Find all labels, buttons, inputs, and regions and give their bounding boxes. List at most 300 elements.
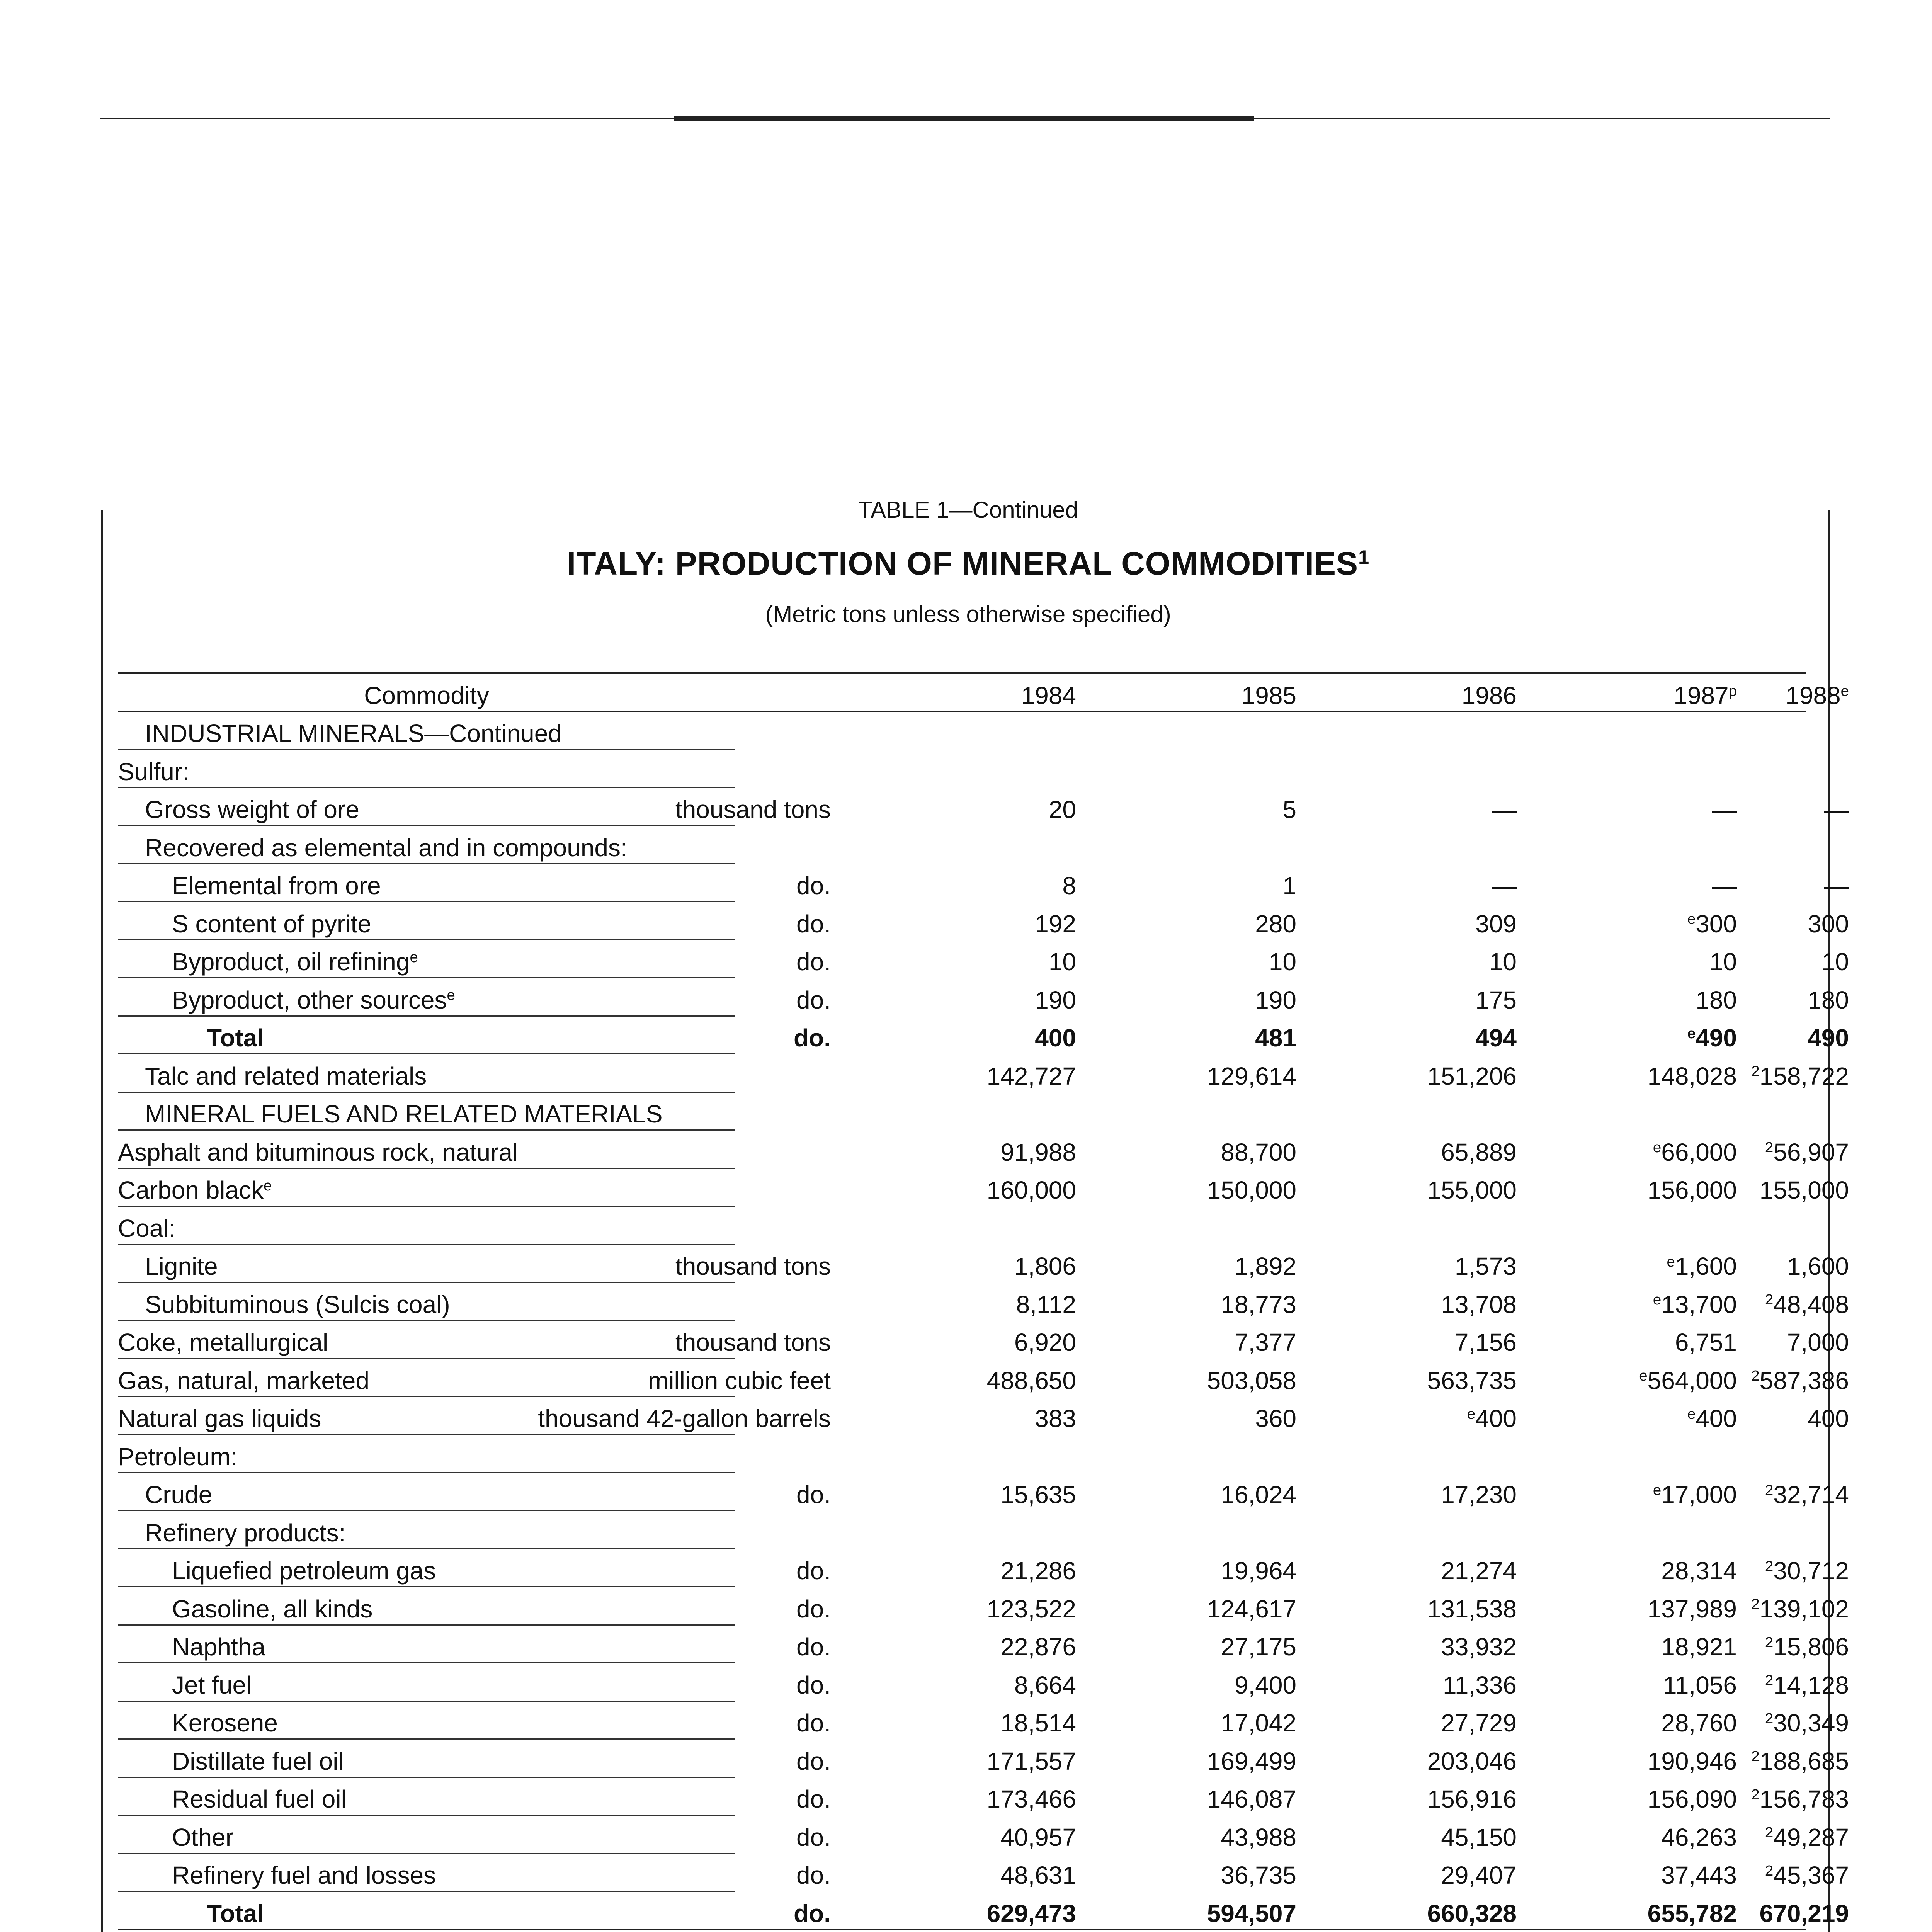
row-label-text: INDUSTRIAL MINERALS—Continued [145,719,562,747]
value-cell [1441,1823,1517,1852]
value-text: 27,175 [1221,1633,1296,1661]
row-label [145,1100,663,1128]
value-text: 18,773 [1221,1290,1296,1318]
value-text: 46,263 [1661,1823,1737,1851]
table-row [118,1207,1806,1245]
value-cell [1035,1024,1076,1052]
value-cell [1207,1176,1296,1204]
value-cell [1441,1709,1517,1737]
value-cell [1427,1899,1517,1928]
value-cell [1000,1861,1076,1889]
header-1985: 1985 [1241,682,1296,709]
header-1988-note: e [1840,682,1849,699]
value-text: 8,112 [1016,1290,1076,1318]
value-text: 488,650 [986,1366,1076,1395]
value-cell [1661,1556,1737,1585]
value-cell [1824,795,1849,824]
row-label-text: Total [207,1899,264,1927]
value-text: 13,708 [1441,1290,1517,1318]
row-label [145,1252,218,1281]
table-subtitle: (Metric tons unless otherwise specified) [765,601,1171,627]
table-row [118,1169,1849,1207]
value-note: 2 [1765,1672,1774,1689]
row-label [172,1633,265,1661]
value-text: 129,614 [1207,1062,1296,1090]
value-note: 2 [1765,1558,1774,1575]
value-text: 137,989 [1647,1595,1737,1623]
row-label-text: Refinery products: [145,1519,346,1547]
value-cell [1765,1138,1849,1167]
value-text: 490 [1696,1024,1737,1052]
row-label [118,1404,321,1433]
value-cell [1014,1328,1076,1357]
value-text: 173,466 [986,1785,1076,1813]
value-text: 490 [1808,1024,1849,1052]
row-unit: do. [796,1557,831,1585]
value-note: e [1687,1025,1696,1042]
value-cell [1235,1671,1296,1699]
value-text: 7,377 [1234,1328,1296,1356]
value-cell [1492,795,1517,824]
value-note: e [1667,1253,1675,1270]
value-text: — [1492,796,1517,823]
row-unit: thousand tons [675,1328,831,1356]
value-cell [1648,1899,1737,1928]
value-cell [1441,1290,1517,1319]
value-text: 150,000 [1207,1176,1296,1204]
value-text: 8 [1062,872,1076,900]
value-text: 22,876 [1000,1633,1076,1661]
value-text: 17,000 [1661,1481,1737,1509]
value-text: — [1712,796,1737,823]
table-row [118,750,1806,788]
table-row [118,1854,1849,1892]
value-cell [1808,1024,1849,1052]
row-label [172,947,418,976]
value-cell [1751,1366,1849,1395]
row-unit: do. [796,1823,831,1851]
value-cell [1427,1366,1517,1395]
value-text: 280 [1255,910,1296,938]
value-text: 1,806 [1014,1252,1076,1280]
value-note: 2 [1765,1862,1774,1879]
row-label-text: Liquefied petroleum gas [172,1557,436,1585]
value-cell [1765,1556,1849,1585]
value-cell [1000,1138,1076,1167]
value-text: 28,760 [1661,1709,1737,1737]
row-label-text: Crude [145,1481,213,1509]
value-cell [1282,871,1296,900]
value-text: 1 [1282,872,1296,900]
value-text: 29,407 [1441,1861,1517,1889]
value-text: 142,727 [986,1062,1076,1090]
value-text: 156,916 [1427,1785,1517,1813]
row-unit: do. [796,910,831,938]
value-cell [1653,1480,1737,1509]
value-cell [1221,1480,1296,1509]
value-cell [1255,1024,1296,1052]
value-text: 20 [1048,796,1076,823]
row-unit: do. [796,1747,831,1775]
value-cell [1765,1480,1849,1509]
value-cell [1000,1823,1076,1852]
row-label [172,1785,347,1813]
header-1988 [1786,681,1849,710]
row-label [172,910,371,938]
value-cell [1062,871,1076,900]
row-label-text: Carbon black [118,1176,264,1204]
value-text: 190,946 [1647,1747,1737,1775]
row-unit: do. [796,1481,831,1509]
table-row [118,1892,1849,1930]
value-cell [1648,1595,1737,1623]
row-unit: thousand tons [675,1252,831,1280]
table-row [118,1664,1849,1702]
value-text: 563,735 [1427,1366,1517,1395]
row-label [118,1214,175,1243]
value-text: 629,473 [986,1899,1076,1927]
value-cell [1255,1404,1296,1433]
value-text: 400 [1475,1405,1517,1432]
row-label-text: Byproduct, other sources [172,986,447,1014]
header-1984: 1984 [1021,682,1076,709]
value-text: 10 [1821,948,1849,976]
value-cell [1760,1176,1849,1204]
value-text: 123,522 [986,1595,1076,1623]
value-cell [1000,1556,1076,1585]
table-row [118,1549,1849,1587]
value-text: 670,219 [1759,1899,1849,1927]
value-note: 2 [1765,1710,1774,1727]
value-text: 156,000 [1647,1176,1737,1204]
value-note: 2 [1751,1786,1760,1803]
value-text: 7,000 [1787,1328,1849,1356]
value-cell [1751,1595,1849,1623]
value-cell [1207,1595,1296,1623]
table-caption: TABLE 1—Continued [858,497,1078,523]
row-unit: thousand tons [675,796,831,823]
value-text: 66,000 [1661,1138,1737,1166]
value-text: 30,349 [1773,1709,1849,1737]
value-cell [1443,1671,1517,1699]
value-cell [1000,1633,1076,1661]
value-text: 10 [1048,948,1076,976]
header-1987-label: 1987 [1673,682,1729,709]
value-cell [1765,1633,1849,1661]
value-text: 17,042 [1221,1709,1296,1737]
value-cell [1696,986,1737,1014]
value-cell [1475,1024,1517,1052]
row-label [118,1366,369,1395]
value-text: 49,287 [1773,1823,1849,1851]
header-1987 [1673,681,1737,710]
value-text: 28,314 [1661,1557,1737,1585]
row-label-text: Asphalt and bituminous rock, natural [118,1138,518,1166]
row-label-text: Recovered as elemental and in compounds: [145,833,628,862]
row-unit: do. [796,986,831,1014]
value-text: 148,028 [1647,1062,1737,1090]
value-cell [1441,1861,1517,1889]
value-cell [1648,1785,1737,1813]
value-cell [1455,1328,1517,1357]
row-unit: do. [796,1595,831,1623]
value-cell [1049,795,1076,824]
value-cell [1667,1252,1737,1281]
row-label [172,1747,344,1776]
row-unit: do. [794,1899,831,1927]
value-cell [1751,1785,1849,1813]
row-label [118,1176,272,1204]
value-text: 43,988 [1221,1823,1296,1851]
row-label-text: S content of pyrite [172,910,371,938]
table-row [118,1702,1849,1740]
value-text: 175 [1475,986,1517,1014]
value-text: 188,685 [1759,1747,1849,1775]
row-label-text: Residual fuel oil [172,1785,347,1813]
value-text: 17,230 [1441,1481,1517,1509]
table-title-note: 1 [1358,546,1370,568]
table-bottom-rule [118,1929,1806,1930]
value-cell [1687,1024,1737,1052]
row-unit: thousand 42-gallon barrels [538,1405,831,1432]
value-cell [1824,871,1849,900]
value-text: 1,892 [1234,1252,1296,1280]
value-text: 10 [1709,948,1737,976]
value-cell [1035,986,1076,1014]
value-text: 383 [1035,1405,1076,1432]
row-label [145,1290,450,1319]
table-row [118,1626,1849,1663]
value-text: 48,408 [1773,1290,1849,1318]
value-cell [1475,910,1517,938]
table-row [118,864,1849,902]
value-text: 594,507 [1207,1899,1296,1927]
value-text: 155,000 [1427,1176,1517,1204]
value-cell [1221,1861,1296,1889]
value-cell [1661,1633,1737,1661]
value-text: 300 [1808,910,1849,938]
value-cell [1663,1671,1737,1699]
value-text: 503,058 [1207,1366,1296,1395]
value-text: 21,286 [1000,1557,1076,1585]
value-cell [1035,1404,1076,1433]
value-cell [1648,1062,1737,1090]
value-note: 2 [1751,1367,1760,1384]
value-text: 18,921 [1661,1633,1737,1661]
row-label-text: Sulfur: [118,757,189,786]
value-cell [1221,1823,1296,1852]
table-row [118,1283,1849,1321]
value-note: 2 [1765,1139,1774,1156]
value-cell [1648,1747,1737,1776]
row-label-text: Subbituminous (Sulcis coal) [145,1290,450,1318]
header-1986: 1986 [1461,682,1517,709]
value-text: 124,617 [1207,1595,1296,1623]
value-cell [1687,910,1737,938]
table-row [118,1321,1849,1359]
row-label-text: Gas, natural, marketed [118,1366,369,1395]
value-text: 32,714 [1773,1481,1849,1509]
table-row [118,1435,1806,1473]
value-cell [987,1785,1076,1813]
value-cell [1427,1176,1517,1204]
value-cell [1653,1290,1737,1319]
value-cell [1808,910,1849,938]
value-cell [1661,1709,1737,1737]
value-cell [1765,1290,1849,1319]
left-margin-rule [101,510,103,1932]
value-text: 11,336 [1443,1671,1517,1699]
value-text: 11,056 [1663,1671,1737,1699]
table-row [118,827,1806,864]
table-title-text: ITALY: PRODUCTION OF MINERAL COMMODITIES [566,545,1359,582]
value-note: e [1653,1139,1662,1156]
row-unit: do. [796,1671,831,1699]
value-text: 180 [1696,986,1737,1014]
row-unit: do. [796,1785,831,1813]
value-cell [1808,1404,1849,1433]
value-cell [987,1366,1076,1395]
value-cell [1787,1252,1849,1281]
value-text: 146,087 [1207,1785,1296,1813]
value-text: 91,988 [1000,1138,1076,1166]
value-text: 158,722 [1759,1062,1849,1090]
value-cell [1235,1328,1296,1357]
value-text: 192 [1035,910,1076,938]
value-text: 1,600 [1787,1252,1849,1280]
value-cell [1014,1252,1076,1281]
value-cell [1016,1290,1076,1319]
table-row [118,940,1849,978]
value-text: 45,367 [1773,1861,1849,1889]
row-label-text: Jet fuel [172,1671,252,1699]
value-cell [1492,871,1517,900]
value-cell [1467,1404,1517,1433]
row-label-text: Naphtha [172,1633,265,1661]
value-note: e [1687,1405,1696,1422]
value-text: 190 [1035,986,1076,1014]
value-text: 9,400 [1234,1671,1296,1699]
value-note: 2 [1751,1596,1760,1613]
table-row [118,1473,1849,1511]
value-text: 155,000 [1759,1176,1849,1204]
value-cell [1221,1709,1296,1737]
table-row [118,1740,1849,1778]
value-cell [1455,1252,1517,1281]
row-label [145,1062,427,1090]
value-cell [1035,910,1076,938]
value-text: — [1824,796,1849,823]
row-unit: do. [796,1633,831,1661]
value-cell [1207,1366,1296,1395]
value-text: 27,729 [1441,1709,1517,1737]
value-text: 190 [1255,986,1296,1014]
value-cell [1751,1062,1849,1090]
value-cell [1441,1138,1517,1167]
value-text: — [1712,872,1737,900]
value-text: 45,150 [1441,1823,1517,1851]
value-cell [1427,1062,1517,1090]
row-label-text: MINERAL FUELS AND RELATED MATERIALS [145,1100,663,1128]
value-cell [1427,1785,1517,1813]
value-text: 14,128 [1773,1671,1849,1699]
row-label [172,1556,436,1585]
value-cell [987,1062,1076,1090]
value-text: 36,735 [1221,1861,1296,1889]
value-cell [1207,1899,1296,1928]
value-cell [987,1747,1076,1776]
value-text: 171,557 [986,1747,1076,1775]
row-label [207,1899,264,1928]
row-label-note: e [447,987,455,1004]
value-text: 494 [1475,1024,1517,1052]
row-unit: do. [794,1024,831,1052]
value-cell [1255,986,1296,1014]
value-text: 151,206 [1427,1062,1517,1090]
value-text: 1,573 [1454,1252,1517,1280]
row-label [172,1823,234,1852]
value-text: 56,907 [1773,1138,1849,1166]
row-label [118,1442,237,1471]
row-label-note: e [410,949,418,966]
value-text: 18,514 [1000,1709,1076,1737]
row-label [118,1328,328,1357]
row-label [172,1671,252,1699]
value-text: 360 [1255,1405,1296,1432]
row-label [207,1024,264,1052]
row-label [145,795,359,824]
value-text: 40,957 [1000,1823,1076,1851]
value-cell [987,1595,1076,1623]
value-cell [1821,947,1849,976]
row-label-text: Natural gas liquids [118,1405,321,1432]
row-label-text: Lignite [145,1252,218,1280]
row-label-text: Byproduct, oil refining [172,948,410,976]
value-note: e [1467,1405,1476,1422]
value-cell [1255,910,1296,938]
table-row [118,1778,1849,1816]
value-note: 2 [1765,1481,1774,1498]
header-1988-label: 1988 [1786,682,1841,709]
row-label-text: Talc and related materials [145,1062,427,1090]
table-row [118,979,1849,1017]
row-unit: million cubic feet [648,1366,831,1395]
value-cell [1661,1861,1737,1889]
value-text: 30,712 [1773,1557,1849,1585]
value-cell [1235,1252,1296,1281]
value-text: 203,046 [1427,1747,1517,1775]
value-cell [987,1176,1076,1204]
value-cell [1712,795,1737,824]
row-label [172,986,455,1014]
value-text: 10 [1269,948,1296,976]
value-cell [1441,1480,1517,1509]
row-label-note: e [264,1177,272,1194]
row-label [145,1519,345,1547]
table-row [118,1093,1806,1131]
value-cell [1221,1556,1296,1585]
value-text: 160,000 [986,1176,1076,1204]
value-note: 2 [1765,1291,1774,1308]
value-cell [1014,1671,1076,1699]
value-cell [1000,1709,1076,1737]
value-note: e [1653,1481,1662,1498]
value-text: 587,386 [1759,1366,1849,1395]
value-text: 15,806 [1773,1633,1849,1661]
value-cell [1049,947,1076,976]
value-note: 2 [1751,1748,1760,1765]
value-cell [1751,1747,1849,1776]
